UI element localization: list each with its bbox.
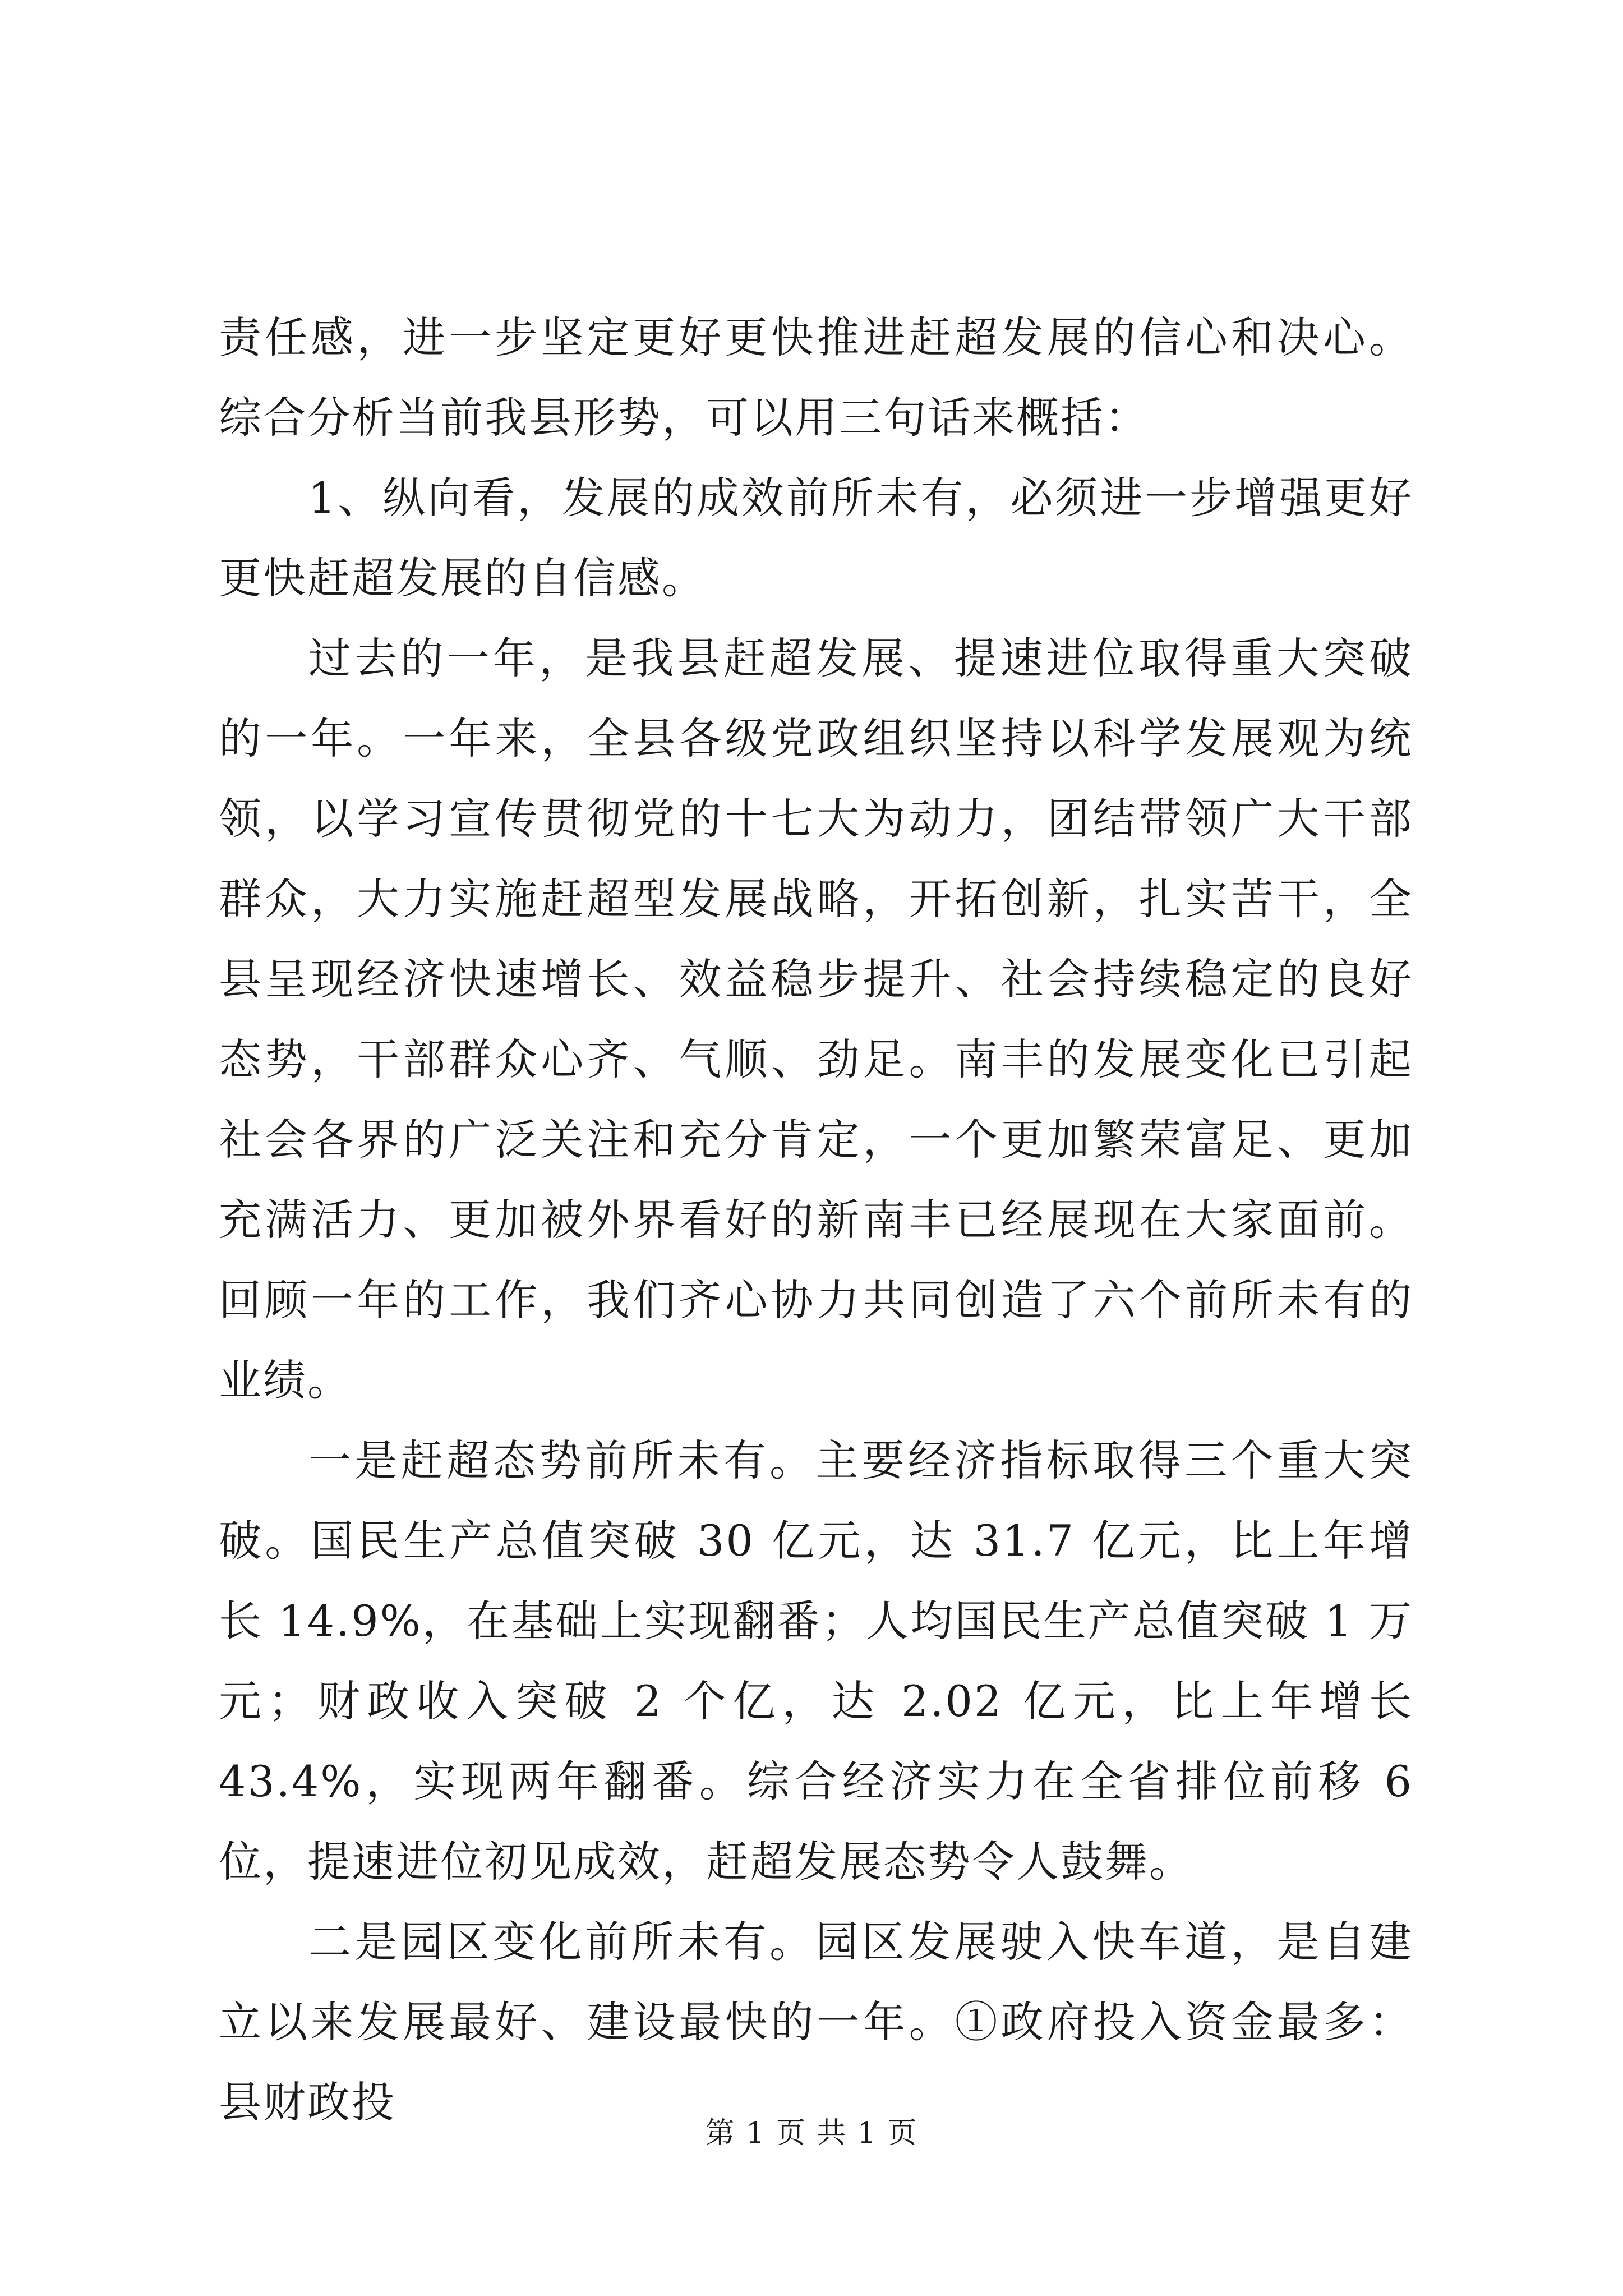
paragraph-point-one: 一是赶超态势前所未有。主要经济指标取得三个重大突破。国民生产总值突破 30 亿元，达 31.7 亿元，比上年增长 14.9%，在基础上实现翻番；人均国民生产总值突破 1 万元；财政收入突破 2 个亿，达 2.02 亿元，比上年增长 43.4%，实现两年翻番。综合经济实力在全省排位前移 6 位，提速进位初见成效，赶超发展态势令人鼓舞。 [219,1435,1413,1887]
paragraph-continuation: 责任感，进一步坚定更好更快推进赶超发展的信心和决心。综合分析当前我县形势，可以用三句话来概括： [219,312,1413,443]
document-body [219,297,1413,2142]
paragraph-review: 过去的一年，是我县赶超发展、提速进位取得重大突破的一年。一年来，全县各级党政组织坚持以科学发展观为统领，以学习宣传贯彻党的十七大为动力，团结带领广大干部群众，大力实施赶超型发展战略，开拓创新，扎实苦干，全县呈现经济快速增长、效益稳步提升、社会持续稳定的良好态势，干部群众心齐、气顺、劲足。南丰的发展变化已引起社会各界的广泛关注和充分肯定，一个更加繁荣富足、更加充满活力、更加被外界看好的新南丰已经展现在大家面前。回顾一年的工作，我们齐心协力共同创造了六个前所未有的业绩。 [219,633,1413,1405]
paragraph-heading-1: 1、纵向看，发展的成效前所未有，必须进一步增强更好更快赶超发展的自信感。 [219,473,1413,603]
paragraph-point-two: 二是园区变化前所未有。园区发展驶入快车道，是自建立以来发展最好、建设最快的一年。①政府投入资金最多：县财政投 [219,1917,1413,2127]
page-footer: 第 1 页 共 1 页 [705,2116,918,2150]
